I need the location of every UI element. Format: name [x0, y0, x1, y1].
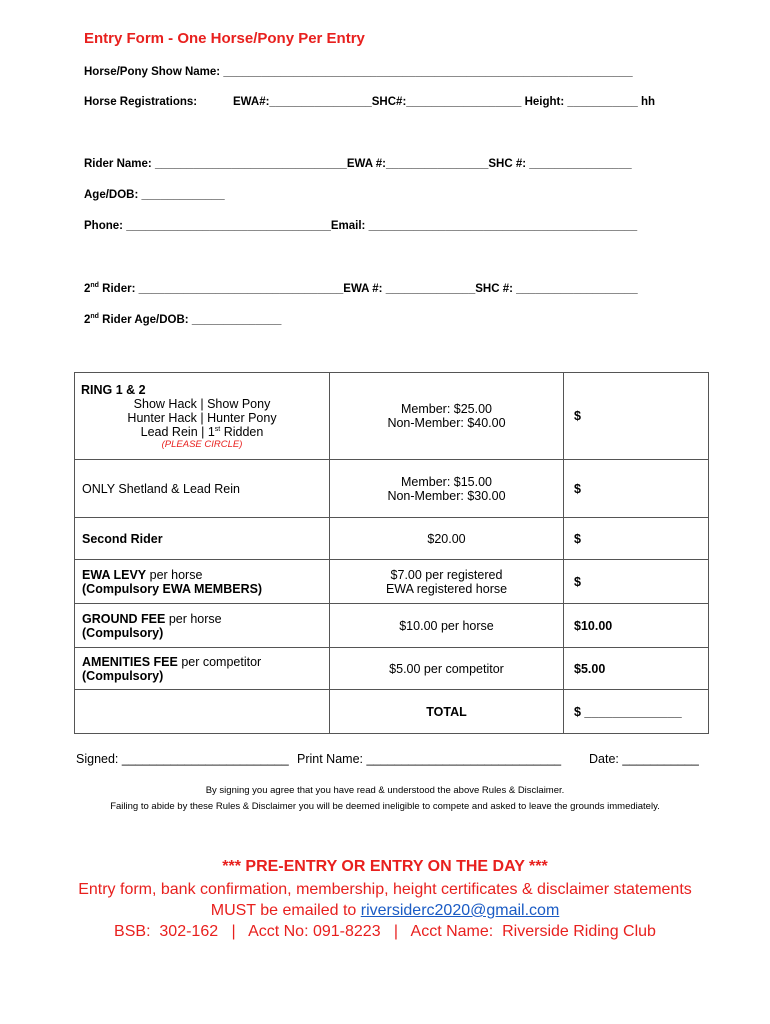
shetland-amount-field[interactable]: $ [564, 460, 709, 518]
amenities-fee-label: AMENITIES FEE per competitor (Compulsory) [75, 648, 330, 690]
rider-name-line [84, 158, 632, 170]
signature-line [76, 752, 699, 766]
table-row [75, 460, 709, 518]
show-name-label: Horse/Pony Show Name: [84, 66, 221, 78]
signed-field[interactable]: Signed: ________________________ [76, 752, 289, 766]
table-row [75, 518, 709, 560]
form-title: Entry Form - One Horse/Pony Per Entry [84, 30, 365, 47]
pre-entry-heading: *** PRE-ENTRY OR ENTRY ON THE DAY *** [222, 858, 548, 875]
second-rider-age-ordinal: 2nd [84, 313, 99, 326]
table-row [75, 604, 709, 648]
rider-age-line [84, 189, 225, 201]
shetland-label: ONLY Shetland & Lead Rein [75, 460, 330, 518]
second-rider-amount-field[interactable]: $ [564, 518, 709, 560]
pre-entry-instructions: Entry form, bank confirmation, membership, height certificates & disclaimer statements [78, 881, 692, 898]
print-name-field[interactable]: Print Name: ____________________________ [297, 752, 562, 766]
disclaimer-line-1: By signing you agree that you have read & understood the above Rules & Disclaimer. [205, 785, 565, 796]
nonmember-price: Non-Member: $30.00 [387, 488, 506, 503]
ring-classes-cell[interactable] [75, 373, 330, 460]
horse-ewa-field[interactable]: ________________ [269, 96, 372, 108]
second-rider-age-field[interactable]: ______________ [191, 314, 282, 326]
rider-phone-label: Phone: [84, 220, 123, 232]
rider-age-field[interactable]: _____________ [141, 189, 225, 201]
nonmember-price: Non-Member: $40.00 [387, 416, 506, 430]
total-label: TOTAL [330, 690, 564, 734]
table-row [75, 373, 709, 460]
second-rider-shc-label: SHC #: [475, 283, 513, 295]
bank-details: BSB: 302-162 | Acct No: 091-8223 | Acct Name: Riverside Riding Club [114, 923, 656, 940]
ring-class-line: Show Hack | Show Pony [133, 396, 271, 411]
empty-cell [75, 690, 330, 734]
please-circle-note: (PLEASE CIRCLE) [161, 438, 243, 450]
ewa-levy-label: EWA LEVY per horse (Compulsory EWA MEMBERS) [75, 560, 330, 604]
show-name-line [84, 66, 633, 78]
amenities-fee-price: $5.00 per competitor [330, 648, 564, 690]
horse-height-label: Height: [524, 96, 565, 108]
second-rider-line [84, 283, 638, 295]
second-rider-fee-label: Second Rider [75, 518, 330, 560]
horse-height-unit: hh [640, 96, 656, 108]
rider-ewa-field[interactable]: ________________ [386, 158, 489, 170]
email-link[interactable]: riversiderc2020@gmail.com [360, 902, 560, 919]
pre-entry-email-line: MUST be emailed to riversiderc2020@gmail.com [210, 902, 560, 919]
table-row [75, 560, 709, 604]
total-amount-field[interactable]: $ ______________ [564, 690, 709, 734]
ring-amount-field[interactable]: $ [564, 373, 709, 460]
table-row [75, 648, 709, 690]
second-rider-ordinal: 2nd [84, 282, 99, 295]
ground-fee-amount: $10.00 [564, 604, 709, 648]
ring-price-cell [330, 373, 564, 460]
rider-contact-line [84, 220, 637, 232]
horse-shc-label: SHC#: [371, 96, 407, 108]
horse-registrations-line [233, 96, 655, 108]
fees-table [74, 372, 709, 734]
horse-ewa-label: EWA#: [233, 96, 270, 108]
member-price: Member: $25.00 [400, 402, 493, 416]
second-rider-field[interactable]: ________________________________ [138, 283, 344, 295]
second-rider-fee-price: $20.00 [330, 518, 564, 560]
shetland-price-cell [330, 460, 564, 518]
second-rider-ewa-label: EWA #: [343, 283, 383, 295]
rider-phone-field[interactable]: ________________________________ [126, 220, 331, 232]
rider-shc-field[interactable]: ________________ [529, 158, 632, 170]
rider-name-label: Rider Name: [84, 158, 152, 170]
table-row [75, 690, 709, 734]
date-field[interactable]: Date: ___________ [589, 752, 699, 766]
rider-email-field[interactable]: __________________________________________ [368, 220, 638, 232]
ewa-levy-price: $7.00 per registered EWA registered horse [330, 560, 564, 604]
show-name-field[interactable]: ________________________________________________________________ [223, 66, 633, 78]
second-rider-shc-field[interactable]: ___________________ [516, 283, 638, 295]
ring-title: RING 1 & 2 [81, 382, 146, 397]
rider-shc-label: SHC #: [488, 158, 527, 170]
ring-class-line: Hunter Hack | Hunter Pony [127, 410, 277, 425]
disclaimer-line-2: Failing to abide by these Rules & Disclaimer you will be deemed ineligible to compete and asked to leave the grounds immediately. [110, 801, 660, 812]
member-price: Member: $15.00 [400, 474, 493, 489]
second-rider-ewa-field[interactable]: ______________ [385, 283, 476, 295]
horse-height-field[interactable]: ___________ [567, 96, 638, 108]
rider-email-label: Email: [330, 220, 366, 232]
ring-class-line: Lead Rein | 1st Ridden [140, 424, 264, 439]
rider-name-field[interactable]: ______________________________ [154, 158, 347, 170]
ewa-levy-amount-field[interactable]: $ [564, 560, 709, 604]
horse-shc-field[interactable]: __________________ [406, 96, 522, 108]
ground-fee-price: $10.00 per horse [330, 604, 564, 648]
rider-ewa-label: EWA #: [346, 158, 387, 170]
rider-age-label: Age/DOB: [84, 189, 139, 201]
amenities-fee-amount: $5.00 [564, 648, 709, 690]
second-rider-age-line [84, 314, 281, 326]
horse-registrations-label: Horse Registrations: [84, 96, 198, 108]
second-rider-age-label: Rider Age/DOB: [102, 314, 189, 326]
second-rider-label: Rider: [102, 283, 136, 295]
ground-fee-label: GROUND FEE per horse (Compulsory) [75, 604, 330, 648]
